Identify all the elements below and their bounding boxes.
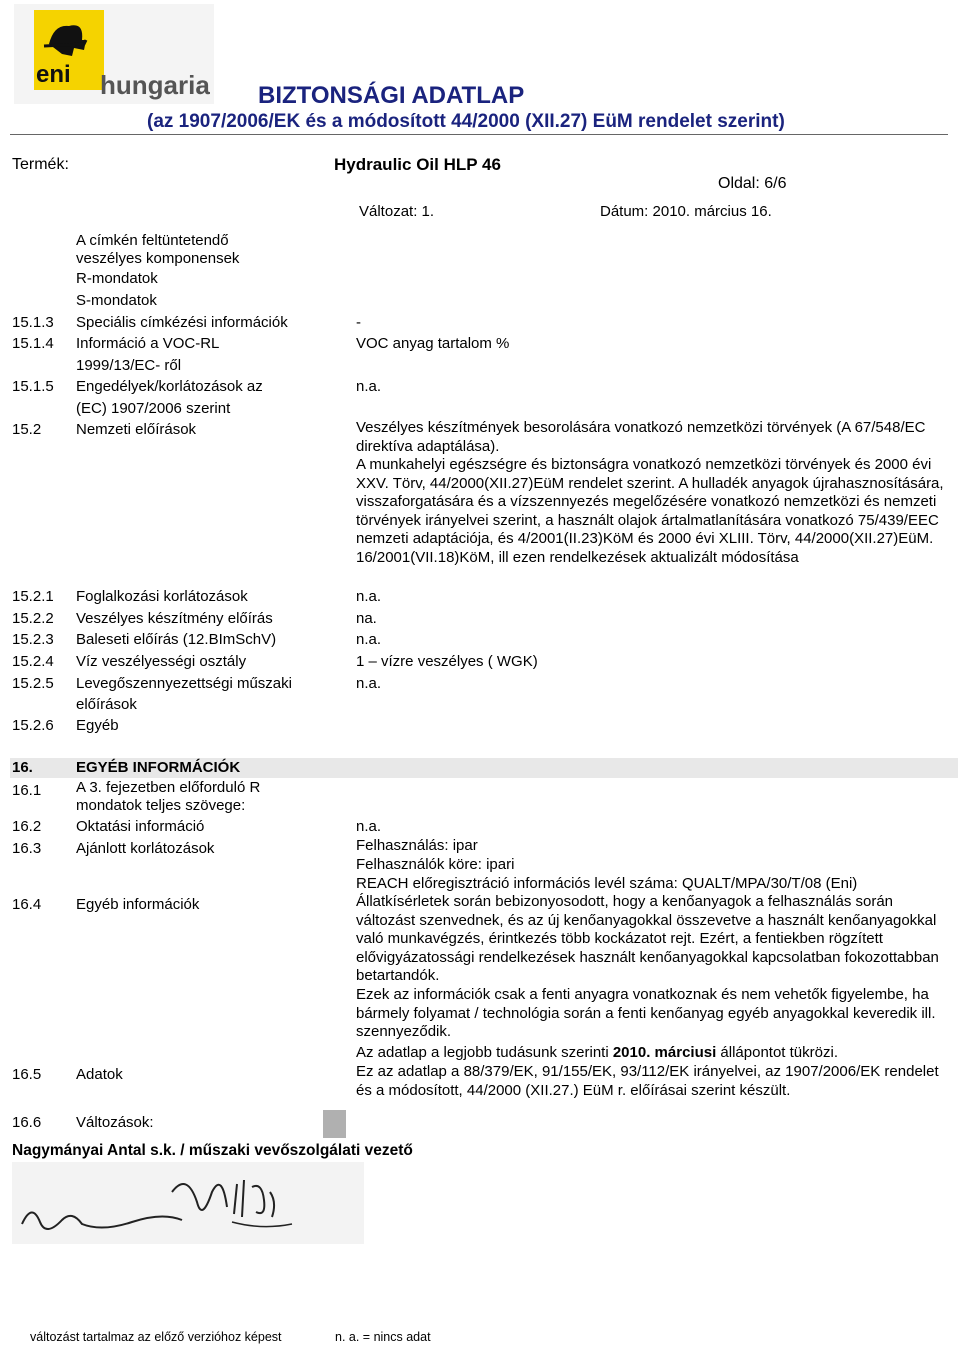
value-15-2-4: 1 – vízre veszélyes ( WGK) [356,653,538,670]
label-16-2: Oktatási információ [76,818,205,835]
label-15-1-3: Speciális címkézési információk [76,314,288,331]
num-15-2-3: 15.2.3 [12,631,54,648]
components-label-1: A címkén feltüntetendő [76,232,229,249]
version: Változat: 1. [359,203,435,220]
document-subtitle: (az 1907/2006/EK és a módosított 44/2000 (XII.27) EüM rendelet szerint) [147,111,785,132]
product-name: Hydraulic Oil HLP 46 [334,155,501,174]
label-16-1-cont: mondatok teljes szövege: [76,797,246,814]
label-16-6: Változások: [76,1114,154,1131]
r-phrases-label: R-mondatok [76,270,158,287]
value-16-3-line-1: Felhasználás: ipar [356,837,478,854]
num-15-1-3: 15.1.3 [12,314,54,331]
other-info-text-3 [356,1044,948,1063]
other-info-text-2: Ezek az információk csak a fenti anyagra vonatkoznak és nem vehetők figyelembe, ha bármely folyamat / technológia során a fenti kenőanyag egyéb anyagokkal keveredik ill. szennyeződik. [356,986,936,1041]
label-15-2-2: Veszélyes készítmény előírás [76,610,273,627]
label-15-2-6: Egyéb [76,717,119,734]
other-info-text-1: Állatkísérletek során bebizonyosodott, hogy a kenőanyagok a felhasználás során változást szenvednek, és az új kenőanyagokkal összevetve a használt kenőanyagokkal való munkavégzés, érintkezés több kockázatot rejt. Ezért, a fentiekben rögzített elővigyázatossági rendelkezések használt kenőanyagokkal kapcsolatban fokozottabban betartandók. [356,893,939,985]
value-15-1-4: VOC anyag tartalom % [356,335,510,352]
s-phrases-label: S-mondatok [76,292,157,309]
other-info-text-3c: állápontot tükrözi. [716,1044,838,1061]
num-15-2-2: 15.2.2 [12,610,54,627]
value-16-3-line-3: REACH előregisztráció információs levél száma: QUALT/MPA/30/T/08 (Eni) [356,875,858,892]
eni-hungaria-logo [14,4,214,104]
section-16-number: 16. [12,759,33,776]
label-15-1-5: Engedélyek/korlátozások az [76,378,263,395]
num-15-2-5: 15.2.5 [12,675,54,692]
section-16-title: EGYÉB INFORMÁCIÓK [76,759,241,776]
num-16-4: 16.4 [12,896,42,913]
header-rule [10,134,948,135]
document-title: BIZTONSÁGI ADATLAP [258,82,525,109]
num-15-2-1: 15.2.1 [12,588,54,605]
svg-text:eni: eni [36,61,71,88]
label-16-4: Egyéb információk [76,896,200,913]
value-15-1-3: - [356,314,361,331]
label-15-2-3: Baleseti előírás (12.BImSchV) [76,631,277,648]
label-15-2-5-cont: előírások [76,696,137,713]
page-number: Oldal: 6/6 [718,175,787,192]
date: Dátum: 2010. március 16. [600,203,772,220]
num-16-3: 16.3 [12,840,42,857]
num-15-1-5: 15.1.5 [12,378,54,395]
product-label: Termék: [12,156,69,173]
value-16-2: n.a. [356,818,382,835]
footer-change-note: változást tartalmaz az előző verzióhoz képest [30,1330,282,1344]
label-15-2-1: Foglalkozási korlátozások [76,588,248,605]
label-16-5: Adatok [76,1066,123,1083]
svg-text:hungaria: hungaria [100,70,210,100]
num-16-2: 16.2 [12,818,42,835]
value-15-2-1: n.a. [356,588,382,605]
label-15-2-5: Levegőszennyezettségi műszaki [76,675,292,692]
label-15-2-4: Víz veszélyességi osztály [76,653,247,670]
num-16-6: 16.6 [12,1114,42,1131]
components-label-2: veszélyes komponensek [76,250,240,267]
footer-abbreviation: n. a. = nincs adat [335,1330,431,1344]
value-15-2-5: n.a. [356,675,382,692]
data-sources-text: Ez az adatlap a 88/379/EK, 91/155/EK, 93/112/EK irányelvei, az 1907/2006/EK rendelet és a módosított, 44/2000 (XII.27.) EüM r. előírásai szerint készült. [356,1063,939,1099]
num-16-1: 16.1 [12,782,42,799]
num-15-2: 15.2 [12,421,42,438]
num-16-5: 16.5 [12,1066,42,1083]
signatory-name: Nagymányai Antal s.k. / műszaki vevőszolgálati vezető [12,1142,413,1159]
other-info-text-3a: Az adatlap a legjobb tudásunk szerinti [356,1044,613,1061]
label-16-1: A 3. fejezetben előforduló R [76,779,261,796]
value-15-2-3: n.a. [356,631,382,648]
section-16-header [10,758,958,778]
label-16-3: Ajánlott korlátozások [76,840,215,857]
label-15-2: Nemzeti előírások [76,421,197,438]
num-15-2-6: 15.2.6 [12,717,54,734]
national-regulations-text-1: Veszélyes készítmények besorolására vonatkozó nemzetközi törvények (A 67/548/EC direktíva adaptálása). [356,419,926,455]
num-15-2-4: 15.2.4 [12,653,54,670]
num-15-1-4: 15.1.4 [12,335,54,352]
label-15-1-5-cont: (EC) 1907/2006 szerint [76,400,231,417]
label-15-1-4: Információ a VOC-RL [76,335,220,352]
national-regulations-text-2: A munkahelyi egészségre és biztonságra vonatkozó nemzetközi törvények és 2000 évi XXV. Törv, 44/2000(XII.27)EüM rendelet szerint. A hulladék anyagok újrahasznosítására, visszaforgatására és a vízszennyezés megelőzésére vonatkozó nemzetközi és nemzeti törvények irányelvei szerint, a használt olajok ártalmatlanítására vonatkozó 75/439/EEC nemzeti adaptációja, és 4/2001(II.23)KöM és 2000 évi XLIII. Törv, 44/2000(XII.27)EüM. 16/2001(VII.18)KöM, ill ezen rendelkezések aktualizált módosítása [356,456,944,566]
handwritten-signature [12,1162,364,1244]
value-15-2-2: na. [356,610,377,627]
change-marker [323,1110,346,1138]
label-15-1-4-cont: 1999/13/EC- ről [76,357,182,374]
value-15-1-5: n.a. [356,378,382,395]
value-16-3-line-2: Felhasználók köre: ipari [356,856,515,873]
other-info-date: 2010. márciusi [612,1044,717,1061]
